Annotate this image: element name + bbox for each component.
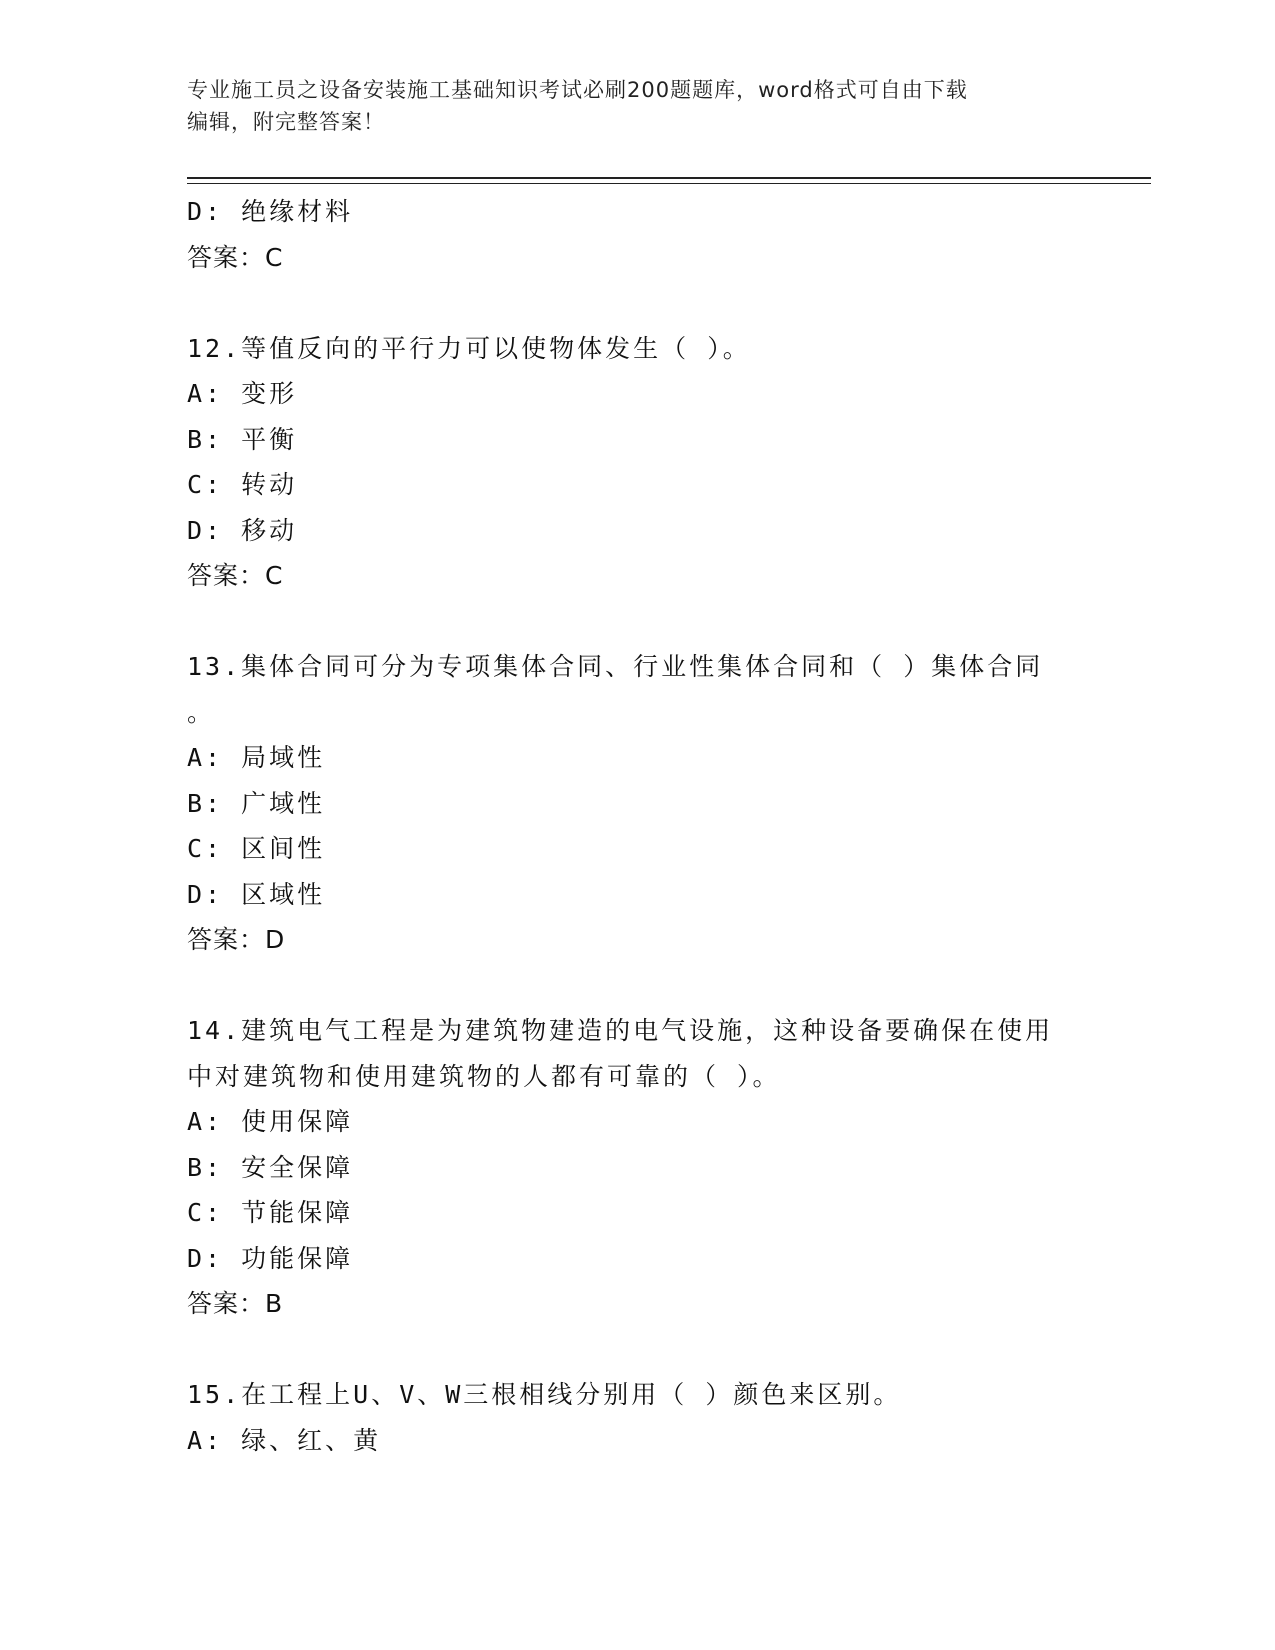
option-b: B: 平衡: [187, 424, 298, 454]
answer-line: 答案：C: [187, 561, 284, 590]
option-d: D: 移动: [187, 515, 298, 545]
question-text: 15.在工程上U、V、W三根相线分别用（ ）颜色来区别。: [187, 1380, 902, 1409]
answer-line: 答案：D: [187, 925, 286, 954]
option-b: B: 安全保障: [187, 1152, 354, 1182]
question-text: 13.集体合同可分为专项集体合同、行业性集体合同和（ ）集体合同: [187, 652, 1044, 681]
spacer: [187, 1327, 1087, 1373]
question-block: [187, 1372, 1087, 1463]
option-d: D: 绝缘材料: [187, 197, 354, 226]
answer-line: 答案：B: [187, 1289, 284, 1318]
header-line-1: 专业施工员之设备安装施工基础知识考试必刷200题题库，word格式可自由下载: [187, 78, 968, 102]
option-c: C: 节能保障: [187, 1198, 354, 1227]
option-a: A: 局域性: [187, 743, 326, 772]
question-block: [187, 326, 1087, 599]
question-text: 12.等值反向的平行力可以使物体发生（ ）。: [187, 333, 751, 363]
question-text: 14.建筑电气工程是为建筑物建造的电气设施，这种设备要确保在使用: [187, 1016, 1054, 1045]
spacer: [187, 963, 1087, 1009]
question-text-continued: 。: [187, 697, 216, 727]
option-d: D: 功能保障: [187, 1243, 354, 1273]
header-rule-thick: [187, 177, 1151, 179]
spacer: [187, 599, 1087, 645]
option-a: A: 绿、红、黄: [187, 1425, 382, 1455]
option-b: B: 广域性: [187, 788, 326, 818]
option-c: C: 区间性: [187, 834, 326, 863]
option-d: D: 区域性: [187, 879, 326, 909]
document-header: [187, 74, 1087, 138]
option-c: C: 转动: [187, 470, 298, 499]
question-text-continued: 中对建筑物和使用建筑物的人都有可靠的（ ）。: [187, 1061, 781, 1091]
question-list: [187, 189, 1087, 1463]
header-rule-thin: [187, 183, 1151, 184]
answer-line: 答案：C: [187, 242, 284, 272]
header-line-2: 编辑，附完整答案！: [187, 110, 385, 134]
option-a: A: 变形: [187, 379, 298, 408]
spacer: [187, 280, 1087, 326]
question-block: [187, 1008, 1087, 1327]
question-block: [187, 644, 1087, 963]
option-a: A: 使用保障: [187, 1107, 354, 1136]
